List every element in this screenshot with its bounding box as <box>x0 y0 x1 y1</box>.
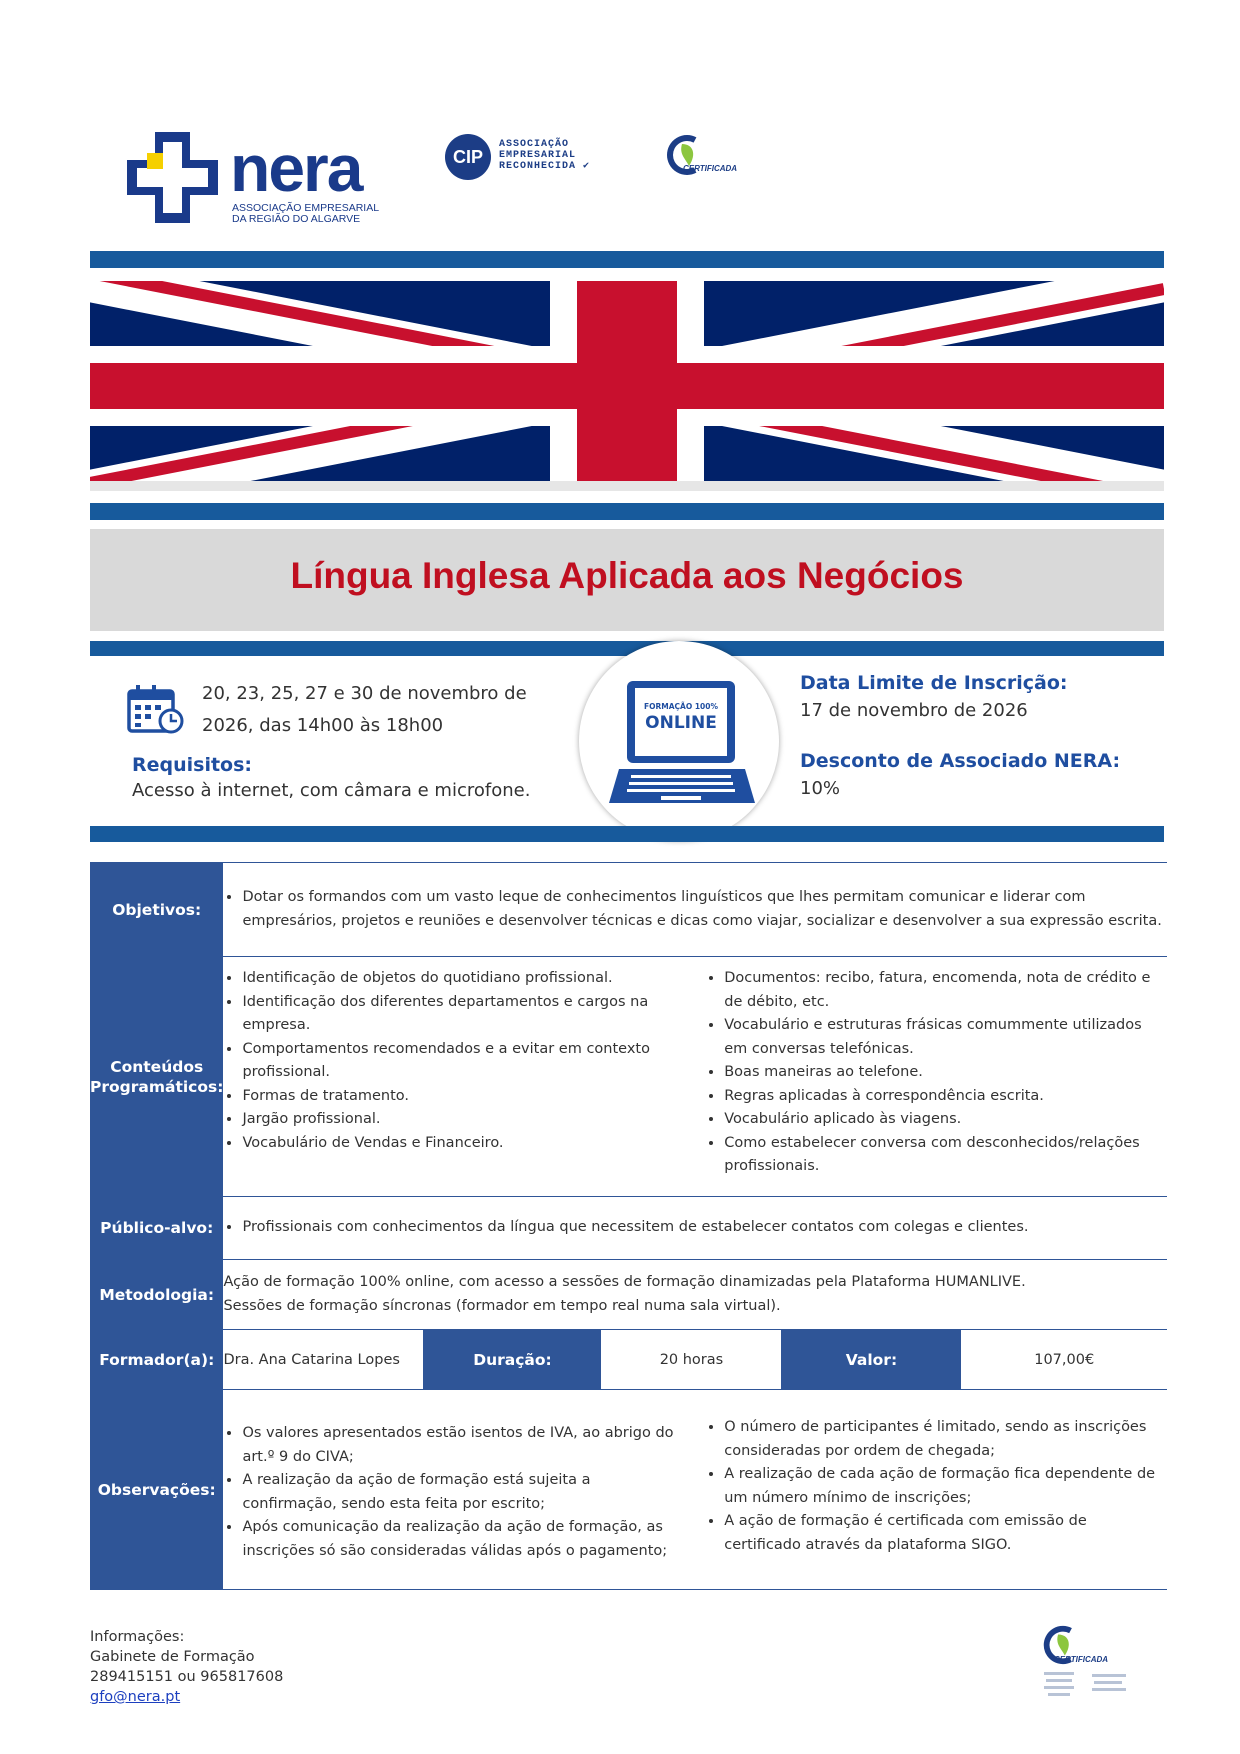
conteudo-item: • Documentos: recibo, fatura, encomenda, nota de crédito e de débito, etc. <box>724 967 1167 1014</box>
conteudos-label <box>90 957 223 1197</box>
nera-wordmark: nera <box>230 131 362 205</box>
footer-certificada-logo <box>1040 1623 1140 1703</box>
nera-logo <box>125 130 385 225</box>
observacoes-label: Observações: <box>90 1390 223 1590</box>
info-bottom-bar <box>90 826 1164 842</box>
top-blue-bar <box>90 251 1164 268</box>
conteudo-item: • Vocabulário aplicado às viagens. <box>724 1108 1167 1132</box>
formador-value: Dra. Ana Catarina Lopes <box>223 1330 423 1390</box>
cip-line3-row <box>499 161 590 172</box>
data-limite-value: 17 de novembro de 2026 <box>800 700 1028 721</box>
cip-line1: ASSOCIAÇÃO <box>499 139 570 150</box>
laptop-icon <box>579 641 779 841</box>
objetivos-label: Objetivos: <box>90 863 223 957</box>
title-box <box>90 529 1164 631</box>
observacao-item: • O número de participantes é limitado, sendo as inscrições consideradas por ordem de chegada; <box>724 1416 1167 1463</box>
calendar-icon <box>127 683 187 735</box>
metodologia-line2: Sessões de formação síncronas (formador em tempo real numa sala virtual). <box>223 1297 781 1314</box>
observacao-item: • Os valores apresentados estão isentos de IVA, ao abrigo do art.º 9 do CIVA; <box>242 1422 685 1469</box>
row-publico <box>90 1197 1167 1260</box>
metodologia-content <box>223 1260 1167 1330</box>
objetivos-item: • Dotar os formandos com um vasto leque de conhecimentos linguísticos que lhes permitam comunicar e liderar com empresários, projetos e reuniões e desenvolver técnicas e dicas como viajar, socializar e desenvolver a sua expressão escrita. <box>242 886 1167 933</box>
cip-line3: RECONHECIDA <box>499 161 577 172</box>
footer-partner-logos <box>1040 1669 1140 1699</box>
row-objetivos <box>90 863 1167 957</box>
footer-email-link[interactable]: gfo@nera.pt <box>90 1689 181 1705</box>
nera-subtitle <box>232 203 379 225</box>
duracao-label: Duração: <box>423 1330 601 1390</box>
cip-logo <box>445 132 625 182</box>
conteudo-item: • Regras aplicadas à correspondência escrita. <box>724 1085 1167 1109</box>
conteudos-content <box>223 957 1167 1197</box>
publico-content <box>223 1197 1167 1260</box>
dates-line1: 20, 23, 25, 27 e 30 de novembro de <box>202 683 527 704</box>
valor-value: 107,00€ <box>961 1330 1167 1390</box>
badge-top-text: FORMAÇÃO 100% <box>643 702 718 711</box>
conteudo-item: • Vocabulário e estruturas frásicas comummente utilizados em conversas telefónicas. <box>724 1014 1167 1061</box>
conteudos-label-line1: Conteúdos <box>110 1057 204 1076</box>
duracao-value: 20 horas <box>601 1330 781 1390</box>
online-badge <box>579 641 779 841</box>
cip-line2: EMPRESARIAL <box>499 150 577 161</box>
formador-label: Formador(a): <box>90 1330 223 1390</box>
requisitos-text: Acesso à internet, com câmara e microfone. <box>132 780 531 801</box>
cip-text <box>499 139 590 172</box>
mid-blue-bar <box>90 503 1164 520</box>
info-panel <box>90 656 1164 826</box>
observacao-item: • A realização da ação de formação está sujeita a confirmação, sendo esta feita por escrito; <box>242 1469 685 1516</box>
union-jack-flag <box>90 281 1164 491</box>
metodologia-label: Metodologia: <box>90 1260 223 1330</box>
requisitos-label: Requisitos: <box>132 754 253 776</box>
dates-line2: 2026, das 14h00 às 18h00 <box>202 715 444 736</box>
footer-phones: 289415151 ou 965817608 <box>90 1669 284 1685</box>
desconto-label: Desconto de Associado NERA: <box>800 750 1121 772</box>
certificada-logo <box>665 132 745 184</box>
metodologia-line1: Ação de formação 100% online, com acesso a sessões de formação dinamizadas pela Plataforma HUMANLIVE. <box>223 1274 1026 1290</box>
desconto-value: 10% <box>800 778 841 799</box>
conteudo-item: • Identificação dos diferentes departamentos e cargos na empresa. <box>242 991 685 1038</box>
observacao-item: • A realização de cada ação de formação fica dependente de um número mínimo de inscrições; <box>724 1463 1167 1510</box>
conteudos-label-line2: Programáticos: <box>90 1077 224 1096</box>
row-metodologia <box>90 1260 1167 1330</box>
footer-info-label: Informações: <box>90 1629 185 1645</box>
conteudo-item: • Comportamentos recomendados e a evitar em contexto profissional. <box>242 1038 685 1085</box>
badge-online-text: ONLINE <box>645 713 717 733</box>
certificada-text: CERTIFICADA <box>683 164 738 173</box>
cip-mark: CIP <box>445 134 491 180</box>
course-details-table <box>90 862 1167 1590</box>
publico-label: Público-alvo: <box>90 1197 223 1260</box>
conteudo-item: • Formas de tratamento. <box>242 1085 685 1109</box>
conteudo-item: • Vocabulário de Vendas e Financeiro. <box>242 1132 685 1156</box>
check-icon: ✔ <box>583 161 591 172</box>
course-dates <box>202 678 527 742</box>
nera-subtitle-line2: DA REGIÃO DO ALGARVE <box>232 213 361 225</box>
publico-item: • Profissionais com conhecimentos da língua que necessitem de estabelecer contatos com colegas e clientes. <box>242 1216 1167 1240</box>
footer-certificada-text: CERTIFICADA <box>1054 1655 1109 1664</box>
conteudo-item: • Identificação de objetos do quotidiano profissional. <box>242 967 685 991</box>
nera-cross-icon <box>125 130 225 225</box>
valor-label: Valor: <box>781 1330 961 1390</box>
observacao-item: • A ação de formação é certificada com emissão de certificado através da plataforma SIGO. <box>724 1510 1167 1557</box>
data-limite-label: Data Limite de Inscrição: <box>800 672 1068 694</box>
course-title: Língua Inglesa Aplicada aos Negócios <box>290 555 964 596</box>
row-conteudos <box>90 957 1167 1197</box>
nera-subtitle-line1: ASSOCIAÇÃO EMPRESARIAL <box>232 202 380 214</box>
footer-department: Gabinete de Formação <box>90 1649 255 1665</box>
objetivos-content <box>223 863 1167 957</box>
conteudo-item: • Jargão profissional. <box>242 1108 685 1132</box>
conteudo-item: • Boas maneiras ao telefone. <box>724 1061 1167 1085</box>
row-observacoes <box>90 1390 1167 1590</box>
observacoes-content <box>223 1390 1167 1590</box>
conteudo-item: • Como estabelecer conversa com desconhecidos/relações profissionais. <box>724 1132 1167 1179</box>
observacao-item: • Após comunicação da realização da ação de formação, as inscrições só são consideradas válidas após o pagamento; <box>242 1516 685 1563</box>
row-formador <box>90 1330 1167 1390</box>
footer-contacts <box>90 1627 283 1707</box>
